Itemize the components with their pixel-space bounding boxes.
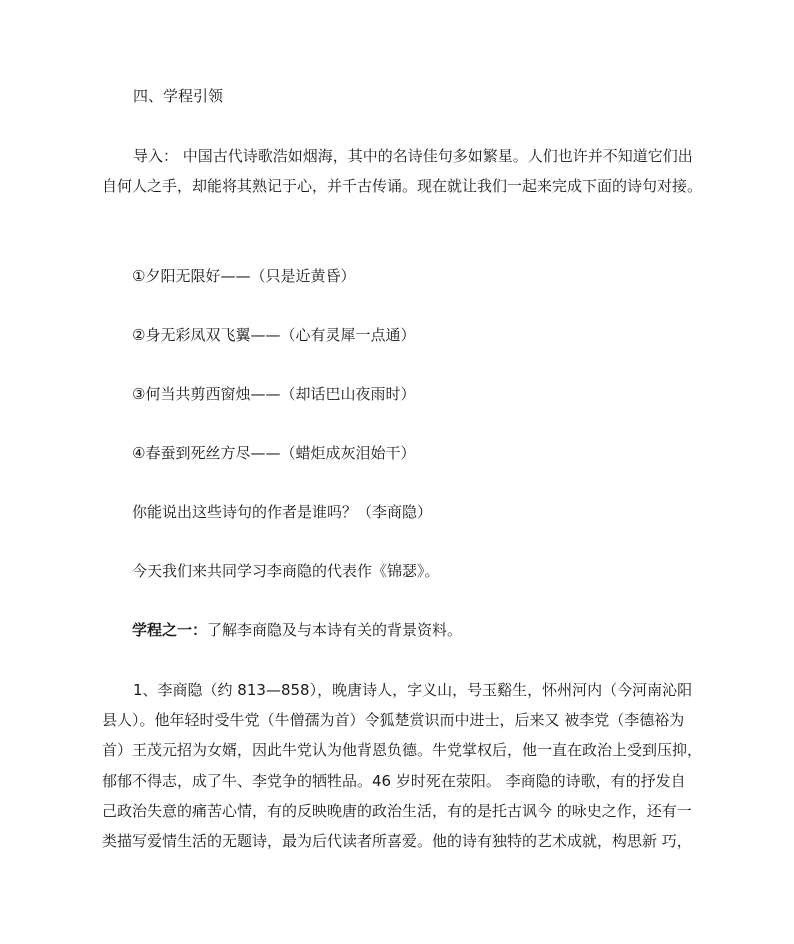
- bio-line-2: 县人）。他年轻时受牛党（牛僧孺为首）令狐楚赏识而中进士，后来又 被李党（李德裕为: [102, 711, 685, 729]
- section-heading: 四、学程引领: [133, 87, 224, 105]
- poem-line-2: ②身无彩凤双飞翼——（心有灵犀一点通）: [132, 326, 416, 344]
- bio-line-3: 首）王茂元招为女婿，因此牛党认为他背恩负德。牛党掌权后，他一直在政治上受到压抑，: [102, 741, 703, 759]
- bio-line-4: 郁郁不得志，成了牛、李党争的牺牲品。46 岁时死在荥阳。 李商隐的诗歌，有的抒发自: [102, 772, 686, 790]
- poem-line-1: ①夕阳无限好——（只是近黄昏）: [132, 267, 356, 285]
- step-1-line: [132, 623, 462, 638]
- bio-line-5: 己政治失意的痛苦心情，有的反映晚唐的政治生活，有的是托古讽今 的咏史之作，还有一: [102, 802, 692, 820]
- step-1-text: 了解李商隐及与本诗有关的背景资料。: [207, 621, 463, 639]
- intro-line-2: 自何人之手，却能将其熟记于心，并千古传诵。现在就让我们一起来完成下面的诗句对接。: [102, 177, 703, 195]
- poem-line-3: ③何当共剪西窗烛——（却话巴山夜雨时）: [132, 385, 416, 403]
- intro-line-1: 导入： 中国古代诗歌浩如烟海，其中的名诗佳句多如繁星。人们也许并不知道它们出: [133, 147, 693, 165]
- bio-line-1: 1、李商隐（约 813—858），晚唐诗人，字义山，号玉谿生，怀州河内（今河南沁阳: [133, 681, 693, 699]
- author-question: 你能说出这些诗句的作者是谁吗？（李商隐）: [132, 503, 433, 521]
- bio-line-6: 类描写爱情生活的无题诗，最为后代读者所喜爱。他的诗有独特的艺术成就，构思新 巧，: [102, 832, 692, 850]
- poem-line-4: ④春蚕到死丝方尽——（蜡炬成灰泪始干）: [132, 444, 416, 462]
- step-1-label: 学程之一：: [132, 621, 208, 639]
- today-intro: 今天我们来共同学习李商隐的代表作《锦瑟》。: [132, 562, 440, 580]
